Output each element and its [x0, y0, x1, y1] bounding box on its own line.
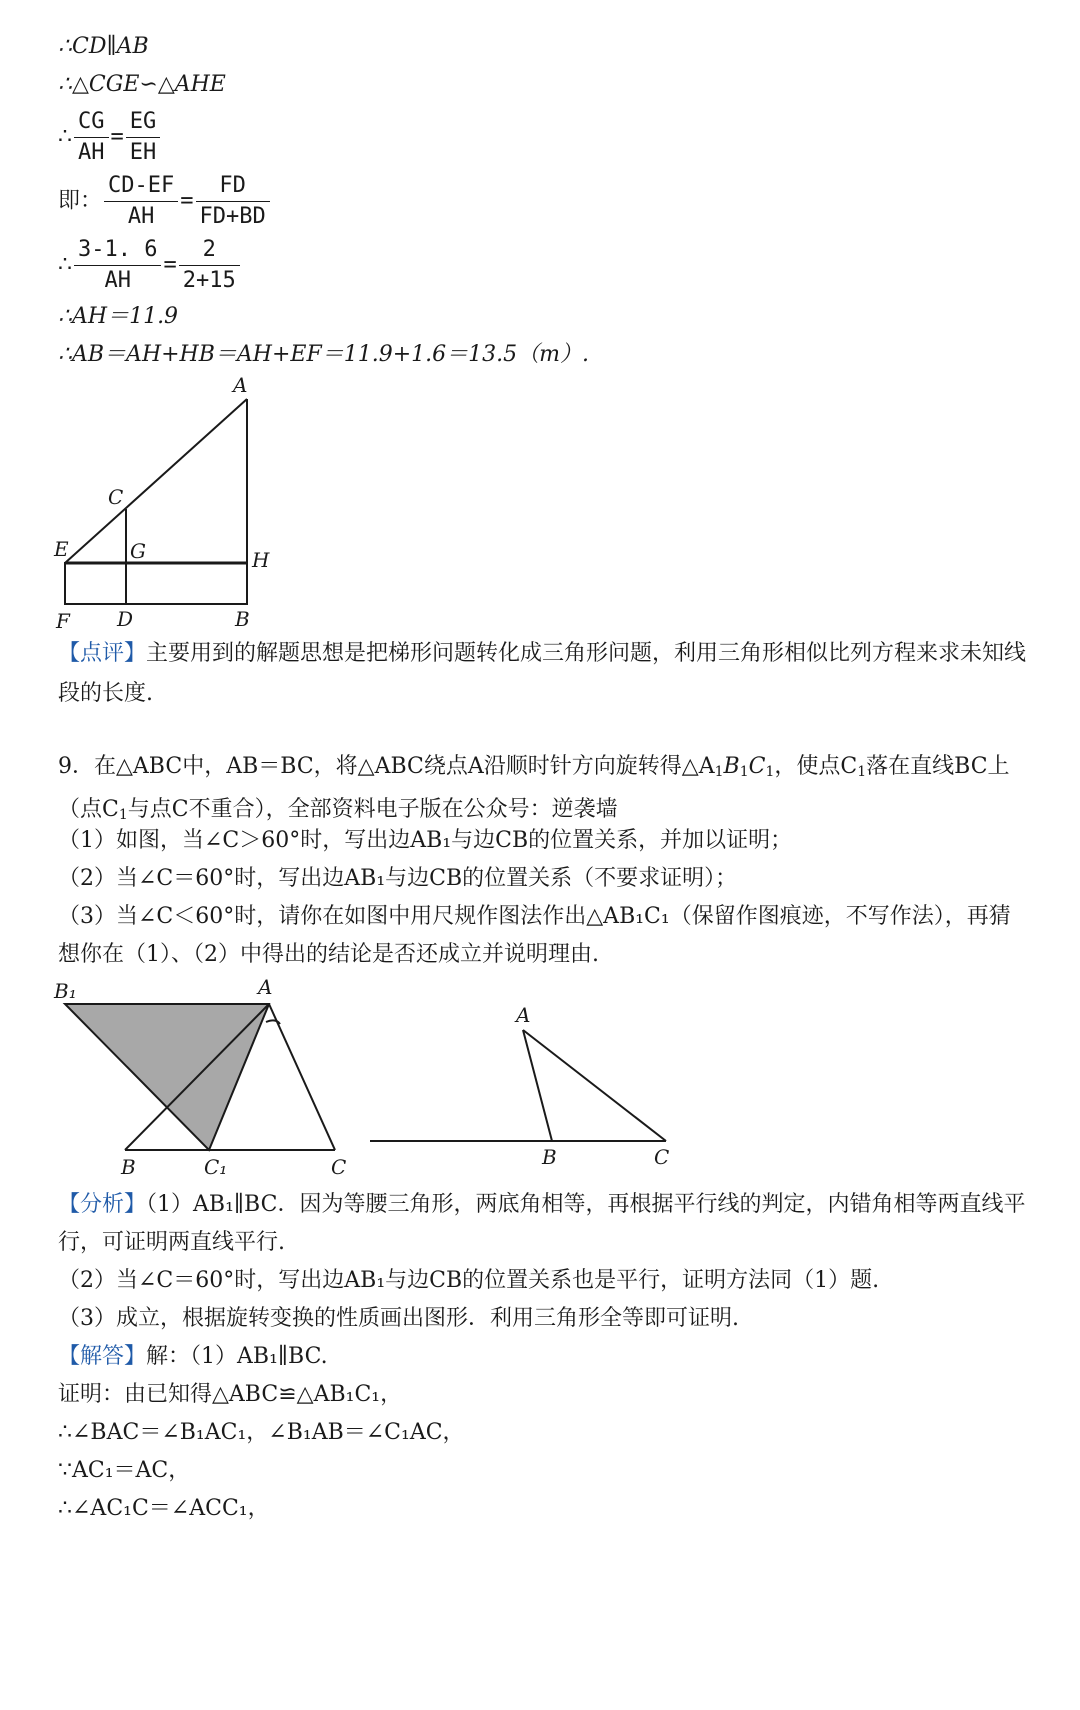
label-b1: B₁ — [54, 979, 77, 1003]
label-b: B — [235, 607, 250, 631]
answer-proof-line-1: 证明：由已知得△ABC≌△AB₁C₁， — [58, 1382, 403, 1407]
proof-line-ab-value: ∴AB＝AH+HB＝AH+EF＝11.9+1.6＝13.5（m）. — [58, 342, 589, 367]
therefore-symbol: ∴ — [58, 252, 72, 278]
label-c: C — [331, 1155, 347, 1179]
therefore-symbol: ∴ — [58, 124, 72, 150]
proof-line-substitution: 即： $\frac{CD-EF}{AH}$ = $\frac{FD}{FD+BD}$ — [58, 172, 272, 231]
label-a: A — [516, 1003, 531, 1027]
line-a-c — [523, 1030, 666, 1141]
proof-line-parallel: ∴CD∥AB — [58, 34, 149, 59]
fraction-eg-eh: $\frac{EG}{EH}$ — [126, 108, 161, 167]
label-a: A — [233, 373, 248, 397]
proof-line-similar: ∴△CGE∽△AHE — [58, 72, 226, 97]
answer-text: 解：（1）AB₁∥BC. — [146, 1344, 328, 1369]
comment-text: 主要用到的解题思想是把梯形问题转化成三角形问题，利用三角形相似比列方程来求未知线段的长度. — [58, 641, 1027, 706]
analysis-part-3: （3）成立，根据旋转变换的性质画出图形．利用三角形全等即可证明. — [58, 1306, 739, 1331]
fraction-fd-fdbd: $\frac{FD}{FD+BD}$ — [196, 172, 270, 231]
line-a-b — [523, 1030, 552, 1141]
label-c: C — [108, 485, 124, 509]
analysis-text: （1）AB₁∥BC．因为等腰三角形，两底角相等，再根据平行线的判定，内错角相等两直线平行，可证明两直线平行. — [58, 1192, 1026, 1255]
answer-proof-line-4: ∴∠AC₁C＝∠ACC₁， — [58, 1496, 270, 1521]
question-9-stem: 9．在△ABC中，AB＝BC，将△ABC绕点A沿顺时针方向旋转得$\triangle A_1B_1C_1$，使点$C_1$落在直线BC上（点$C_1$与点C不重合），全部资料电子版在公众号：逆袭墙 — [58, 754, 1010, 823]
label-b: B — [542, 1145, 557, 1169]
proof-line-numeric: ∴ $\frac{3-1. 6}{AH}$ = $\frac{2}{2+15}$ — [58, 236, 242, 295]
analysis-tag: 【分析】 — [58, 1192, 147, 1217]
answer-proof-line-2: ∴∠BAC＝∠B₁AC₁，∠B₁AB＝∠C₁AC， — [58, 1420, 465, 1445]
line-a-c — [269, 1004, 335, 1150]
figure-construction-diagram — [370, 1000, 690, 1170]
label-c: C — [654, 1145, 670, 1169]
fraction-numeric-left: $\frac{3-1. 6}{AH}$ — [74, 236, 161, 295]
answer-tag: 【解答】 — [58, 1344, 147, 1369]
question-9-part-2: （2）当∠C＝60°时，写出边AB₁与边CB的位置关系（不要求证明）； — [58, 866, 738, 891]
proof-line-ah-value: ∴AH＝11.9 — [58, 304, 179, 329]
fraction-numeric-right: $\frac{2}{2+15}$ — [179, 236, 240, 295]
shaded-triangle-ab1c1 — [65, 1004, 269, 1150]
comment-paragraph — [58, 634, 1028, 714]
label-h: H — [252, 548, 270, 572]
question-9-part-1: （1）如图，当∠C＞60°时，写出边AB₁与边CB的位置关系，并加以证明； — [58, 828, 793, 853]
label-g: G — [130, 539, 146, 563]
figure-rotation-diagram — [48, 972, 388, 1182]
label-e: E — [54, 537, 69, 561]
label-f: F — [56, 609, 70, 633]
analysis-paragraph — [58, 1186, 1028, 1262]
question-9-part-3: （3）当∠C＜60°时，请你在如图中用尺规作图法作出△AB₁C₁（保留作图痕迹，不写作法），再猜想你在（1）、（2）中得出的结论是否还成立并说明理由. — [58, 904, 1011, 967]
label-a: A — [258, 975, 273, 999]
answer-proof-line-3: ∵AC₁＝AC， — [58, 1458, 191, 1483]
answer-line — [58, 1342, 328, 1372]
label-d: D — [117, 607, 134, 631]
fraction-cg-ah: $\frac{CG}{AH}$ — [74, 108, 109, 167]
line-e-a — [65, 399, 247, 563]
figure-height-diagram — [50, 372, 290, 634]
label-b: B — [121, 1155, 136, 1179]
analysis-part-2: （2）当∠C＝60°时，写出边AB₁与边CB的位置关系也是平行，证明方法同（1）题. — [58, 1268, 880, 1293]
namely-label: 即： — [58, 188, 103, 214]
fraction-cdef-ah: $\frac{CD-EF}{AH}$ — [104, 172, 178, 231]
proof-line-ratio: ∴ $\frac{CG}{AH}$ = $\frac{EG}{EH}$ — [58, 108, 162, 167]
rectangle-efbh — [65, 563, 247, 604]
label-c1: C₁ — [204, 1155, 228, 1179]
comment-tag: 【点评】 — [58, 641, 147, 666]
